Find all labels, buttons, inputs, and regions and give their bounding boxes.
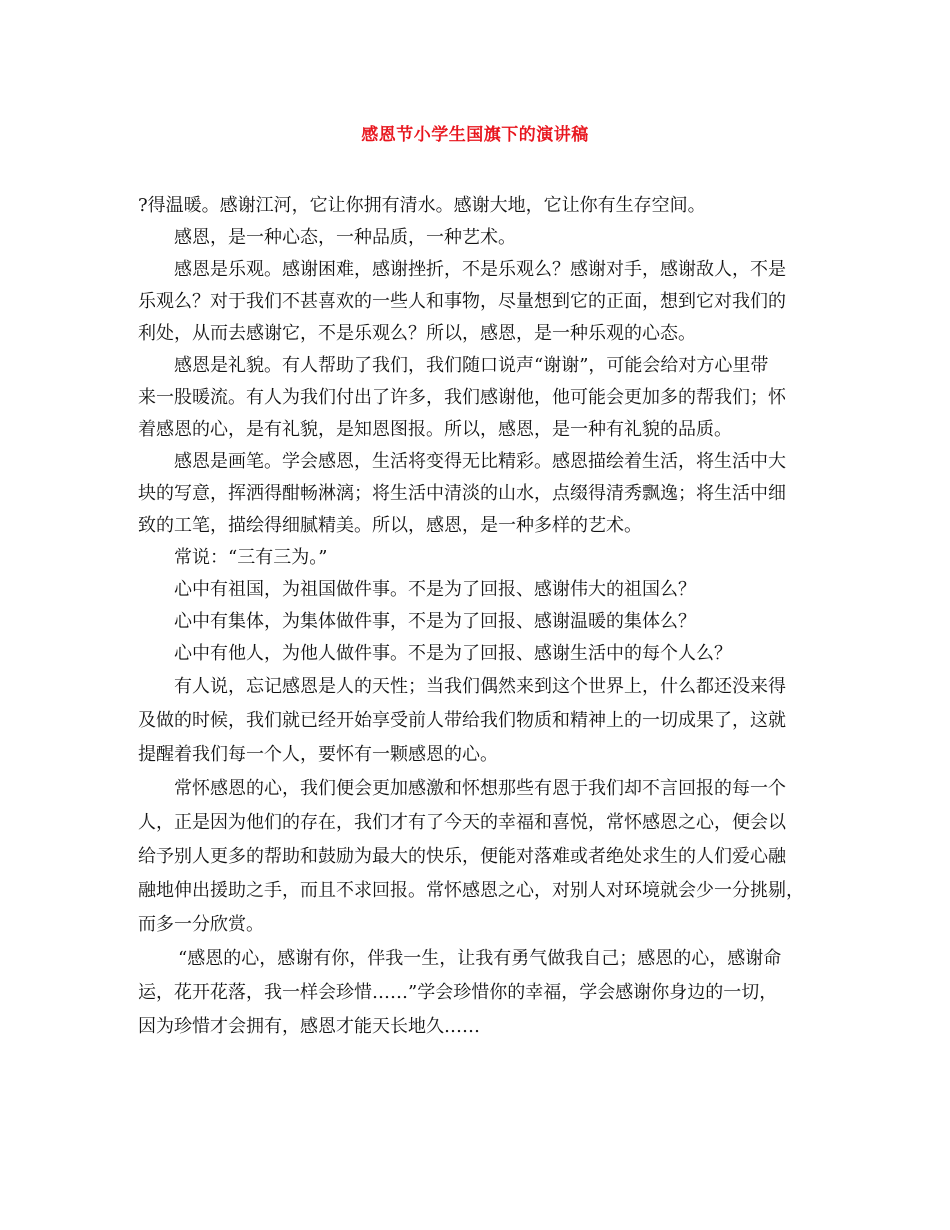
paragraph-line: 给予别人更多的帮助和鼓励为最大的快乐，便能对落难或者绝处求生的人们爱心融 [138, 846, 786, 867]
paragraph-line: 有人说，忘记感恩是人的天性；当我们偶然来到这个世界上，什么都还没来得 [174, 676, 786, 697]
paragraph-line: 运，花开花落，我一样会珍惜……”学会珍惜你的幸福，学会感谢你身边的一切， [138, 982, 778, 1003]
paragraph-line: 感恩，是一种心态，一种品质，一种艺术。 [174, 227, 516, 248]
paragraph-line: 乐观么？对于我们不甚喜欢的一些人和事物，尽量想到它的正面，想到它对我们的 [138, 291, 786, 312]
paragraph-line: 块的写意，挥洒得酣畅淋漓；将生活中清淡的山水，点缀得清秀飘逸；将生活中细 [138, 483, 786, 504]
paragraph-line: “感恩的心，感谢有你，伴我一生，让我有勇气做我自己；感恩的心，感谢命 [178, 948, 782, 969]
paragraph-line: 心中有集体，为集体做件事，不是为了回报、感谢温暖的集体么？ [174, 611, 696, 632]
paragraph-line: 常说：“三有三为。” [174, 547, 328, 568]
paragraph-line: 提醒着我们每一个人，要怀有一颗感恩的心。 [138, 744, 498, 765]
paragraph-line: 心中有祖国，为祖国做件事。不是为了回报、感谢伟大的祖国么？ [174, 579, 696, 600]
paragraph-line: 着感恩的心，是有礼貌，是知恩图报。所以，感恩，是一种有礼貌的品质。 [138, 419, 732, 440]
paragraph-line: 融地伸出援助之手，而且不求回报。常怀感恩之心，对别人对环境就会少一分挑剔， [138, 880, 804, 901]
paragraph-line: 及做的时候，我们就已经开始享受前人带给我们物质和精神上的一切成果了，这就 [138, 710, 786, 731]
paragraph-line: 利处，从而去感谢它，不是乐观么？所以，感恩，是一种乐观的心态。 [138, 323, 696, 344]
paragraph-line: 因为珍惜才会拥有，感恩才能天长地久…… [138, 1016, 480, 1037]
paragraph-line: 心中有他人，为他人做件事。不是为了回报、感谢生活中的每个人么？ [174, 643, 732, 664]
paragraph-line: 人，正是因为他们的存在，我们才有了今天的幸福和喜悦，常怀感恩之心，便会以 [138, 812, 786, 833]
document-title: 感恩节小学生国旗下的演讲稿 [361, 125, 589, 145]
paragraph-line: 而多一分欣赏。 [138, 914, 264, 935]
document-body [138, 190, 828, 1044]
paragraph-line: 感恩是画笔。学会感恩，生活将变得无比精彩。感恩描绘着生活，将生活中大 [174, 451, 786, 472]
paragraph-line: 感恩是乐观。感谢困难，感谢挫折，不是乐观么？感谢对手，感谢敌人，不是 [174, 259, 786, 280]
paragraph-line: ?得温暖。感谢江河，它让你拥有清水。感谢大地，它让你有生存空间。 [138, 195, 706, 216]
paragraph-line: 常怀感恩的心，我们便会更加感激和怀想那些有恩于我们却不言回报的每一个 [174, 778, 786, 799]
paragraph-line: 感恩是礼貌。有人帮助了我们，我们随口说声“谢谢”，可能会给对方心里带 [174, 355, 769, 376]
paragraph-line: 致的工笔，描绘得细腻精美。所以，感恩，是一种多样的艺术。 [138, 515, 642, 536]
paragraph-line: 来一股暖流。有人为我们付出了许多，我们感谢他，他可能会更加多的帮我们；怀 [138, 387, 786, 408]
